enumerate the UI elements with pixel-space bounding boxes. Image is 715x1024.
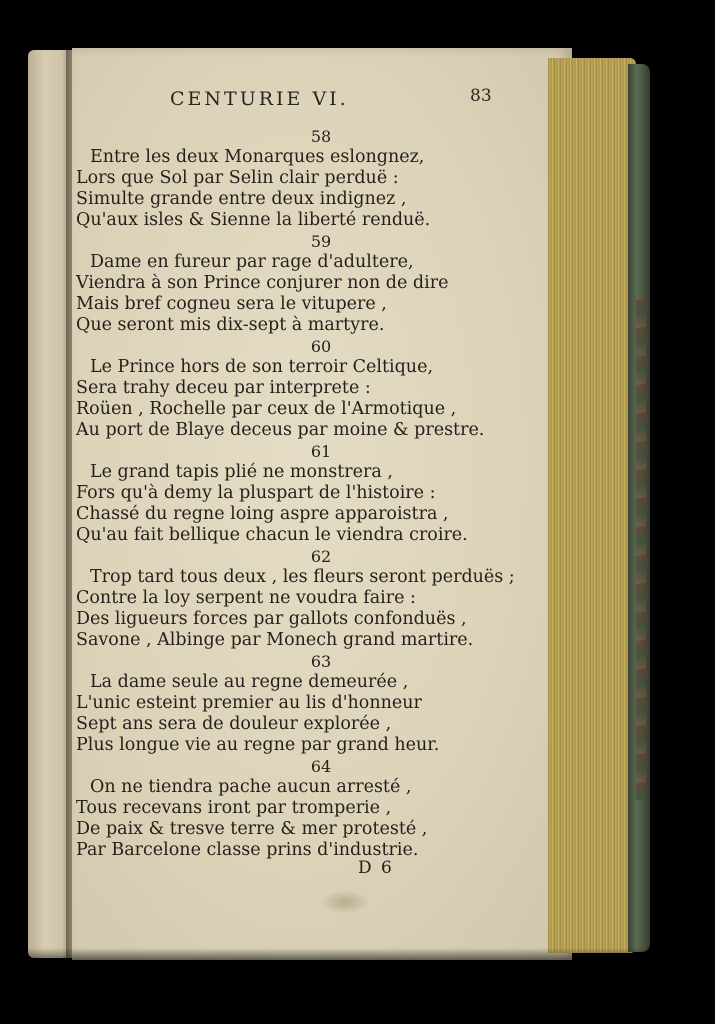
verse-line: Simulte grande entre deux indignez , (76, 189, 407, 209)
verse-line: Viendra à son Prince conjurer non de dire (76, 273, 449, 293)
verse-line: Entre les deux Monarques eslongnez, (90, 147, 425, 167)
running-head: CENTURIE VI. (170, 88, 349, 110)
paper-stain (320, 890, 370, 914)
verse-line: Qu'aux isles & Sienne la liberté renduë. (76, 210, 431, 230)
verse-line: Contre la loy serpent ne voudra faire : (76, 588, 416, 608)
gilt-page-edges (548, 58, 636, 953)
verse-line: De paix & tresve terre & mer protesté , (76, 819, 428, 839)
verse-line: Trop tard tous deux , les fleurs seront perduës ; (90, 567, 515, 587)
stanza (76, 126, 546, 231)
verse-line: Tous recevans iront par tromperie , (76, 798, 392, 818)
verse-text (76, 126, 546, 861)
verse-line: Chassé du regne loing aspre apparoistra , (76, 504, 449, 524)
verse-line: Plus longue vie au regne par grand heur. (76, 735, 440, 755)
verse-line: Sera trahy deceu par interprete : (76, 378, 371, 398)
stanza-number: 63 (310, 652, 332, 671)
signature-mark: D 6 (358, 858, 394, 878)
verse-line: Savone , Albinge par Monech grand martire. (76, 630, 474, 650)
stanza (76, 441, 546, 546)
page-number: 83 (470, 86, 492, 106)
verse-line: Le Prince hors de son terroir Celtique, (90, 357, 434, 377)
stanza-number: 64 (310, 757, 332, 776)
stanza (76, 336, 546, 441)
verse-line: Dame en fureur par rage d'adultere, (90, 252, 414, 272)
stanza (76, 231, 546, 336)
stanza-number: 62 (310, 547, 332, 566)
verse-line: La dame seule au regne demeurée , (90, 672, 409, 692)
verse-line: Mais bref cogneu sera le vitupere , (76, 294, 387, 314)
verse-line: Fors qu'à demy la pluspart de l'histoire : (76, 483, 436, 503)
stanza (76, 651, 546, 756)
verse-line: Roüen , Rochelle par ceux de l'Armotique , (76, 399, 457, 419)
stanza (76, 756, 546, 861)
left-page (28, 50, 70, 958)
stanza-number: 61 (310, 442, 332, 461)
stanza-number: 58 (310, 127, 332, 146)
verse-line: Le grand tapis plié ne monstrera , (90, 462, 393, 482)
verse-line: Des ligueurs forces par gallots confonduës , (76, 609, 467, 629)
stanza (76, 546, 546, 651)
stanza-number: 59 (310, 232, 332, 251)
verse-line: Au port de Blaye deceus par moine & prestre. (76, 420, 485, 440)
stanza-number: 60 (310, 337, 332, 356)
verse-line: Qu'au fait bellique chacun le viendra croire. (76, 525, 468, 545)
bottom-shadow (28, 948, 668, 962)
verse-line: L'unic esteint premier au lis d'honneur (76, 693, 422, 713)
verse-line: Lors que Sol par Selin clair perduë : (76, 168, 399, 188)
verse-line: On ne tiendra pache aucun arresté , (90, 777, 412, 797)
verse-line: Que seront mis dix-sept à martyre. (76, 315, 385, 335)
verse-line: Sept ans sera de douleur explorée , (76, 714, 392, 734)
marbled-cover-edge (636, 300, 646, 800)
verse-line: Par Barcelone classe prins d'industrie. (76, 840, 419, 860)
